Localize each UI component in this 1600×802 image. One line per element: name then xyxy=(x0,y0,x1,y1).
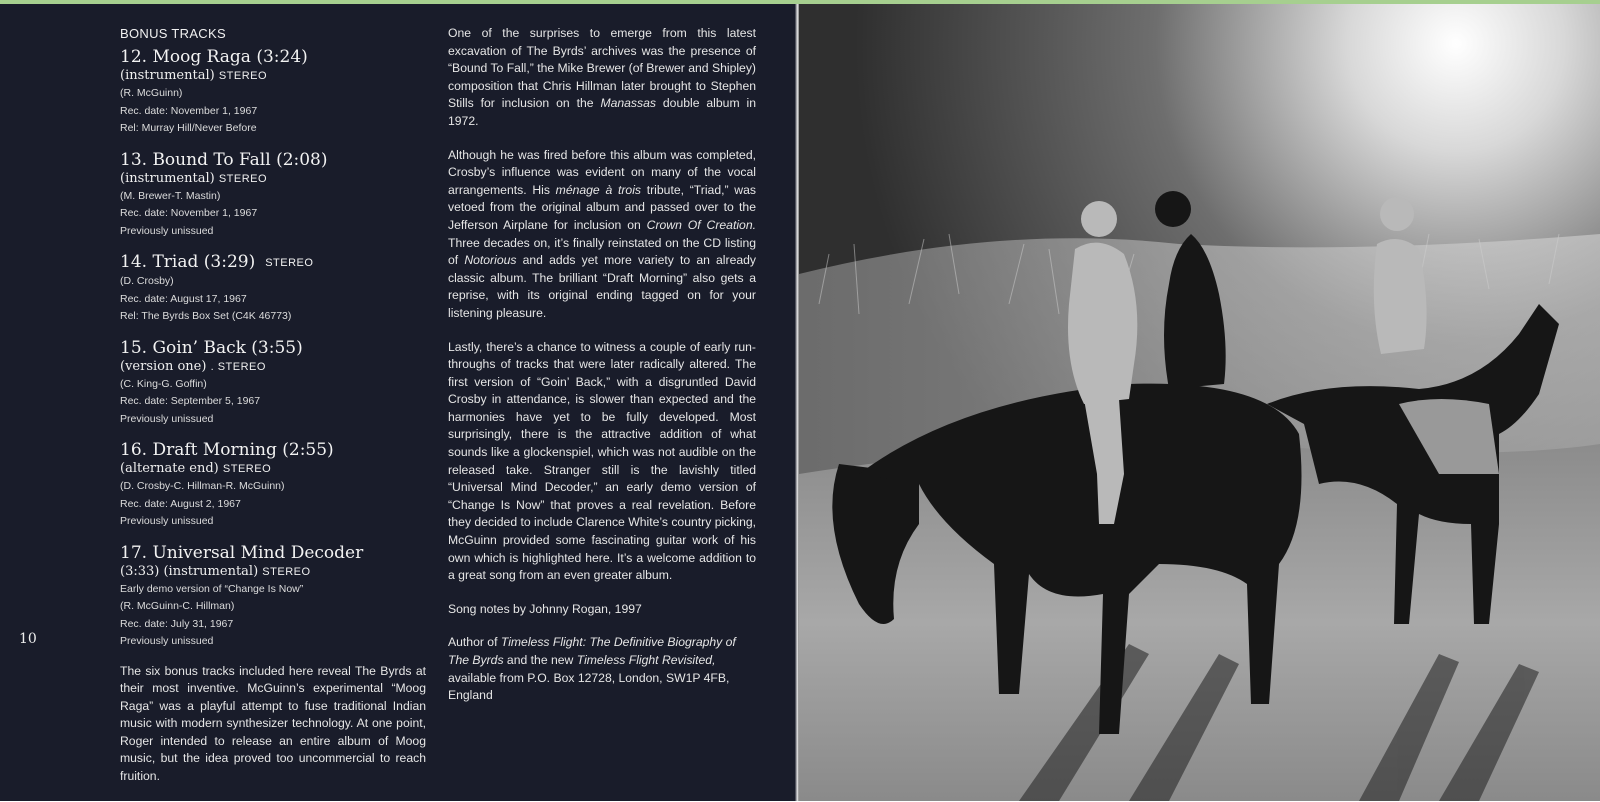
notes-credit: Song notes by Johnny Rogan, 1997 xyxy=(448,601,642,616)
track-rec-date: Rec. date: August 2, 1967 xyxy=(120,497,241,510)
song-notes-column xyxy=(448,25,756,705)
track-release: Previously unissued xyxy=(120,412,214,425)
photo-three-riders-on-horseback xyxy=(799,4,1600,801)
track-entry xyxy=(120,338,426,429)
track-title: 15. Goin’ Back (3:55) xyxy=(120,337,303,358)
track-release: Previously unissued xyxy=(120,515,214,527)
track-rec-date: Rec. date: September 5, 1967 xyxy=(120,395,261,407)
format-label: STEREO xyxy=(222,463,272,475)
section-heading: BONUS TRACKS xyxy=(120,26,226,41)
format-label: STEREO xyxy=(262,565,311,578)
track-subtitle: (version one) . STEREO xyxy=(120,358,266,374)
track-rec-date: Rec. date: July 31, 1967 xyxy=(120,617,234,630)
track-rec-date: Rec. date: August 17, 1967 xyxy=(120,292,247,305)
format-label: STEREO xyxy=(265,257,314,269)
notes-paragraph-3: Lastly, there’s a chance to witness a couple of early run-throughs of tracks that were later radically altered. The first version of “Goin’ Back,” with a disgruntled David Crosby in attendance, is slower than expected and the harmonies have yet to be fully developed. Most surprisingly, there is the attractive addition of what sounds like a glockenspiel, which was not audible on the released take. Stranger still is the lavishly titled “Universal Mind Decoder,” an early demo version of “Change Is Now” that proves a real revelation. Before they decided to include Clarence White’s country picking, McGuinn provided some fascinating guitar work of his own which is highlighted here. It’s a welcome addition to a great song from an even greater album. xyxy=(448,339,757,583)
notes-paragraph-2: Although he was fired before this album was completed, Crosby’s influence was evident on many of the vocal arrangements. His ménage à trois tribute, “Triad,” was vetoed from the original album and passed over to the Jefferson Airplane for inclusion on Crown Of Creation. Three decades on, it’s finally reinstated on the CD listing of Notorious and adds yet more variety to an already classic album. The brilliant “Draft Morning” also gets a reprise, with its original ending tagged on for your listening pleasure. xyxy=(448,147,756,320)
track-release: Rel: Murray Hill/Never Before xyxy=(120,122,257,134)
track-credit: (M. Brewer-T. Mastin) xyxy=(120,189,221,202)
track-entry xyxy=(120,252,426,326)
track-title: 13. Bound To Fall (2:08) xyxy=(120,149,328,170)
track-entry xyxy=(120,150,426,241)
track-credit: (C. King-G. Goffin) xyxy=(120,377,207,390)
track-credit: (R. McGuinn-C. Hillman) xyxy=(120,600,235,612)
track-release: Rel: The Byrds Box Set (C4K 46773) xyxy=(120,310,292,322)
author-note: Author of Timeless Flight: The Definitive Biography of The Byrds and the new Timeless Flight Revisited, available from P.O. Box 12728, London, SW1P 4FB, England xyxy=(448,635,736,703)
track-credit: (R. McGuinn) xyxy=(120,87,183,99)
track-entry xyxy=(120,47,426,138)
track-subtitle: (3:33) (instrumental) STEREO xyxy=(120,563,311,579)
track-title: 17. Universal Mind Decoder xyxy=(120,542,364,563)
track-title: 12. Moog Raga (3:24) xyxy=(120,47,308,67)
track-subtitle: (alternate end) STEREO xyxy=(120,461,272,476)
format-label: STEREO xyxy=(218,172,268,185)
track-release: Previously unissued xyxy=(120,635,214,647)
page-number: 10 xyxy=(19,631,37,647)
left-page xyxy=(0,4,795,801)
track-title: 16. Draft Morning (2:55) xyxy=(120,440,334,460)
track-rec-date: Rec. date: November 1, 1967 xyxy=(120,207,258,219)
bonus-tracks-column xyxy=(120,26,426,802)
track-release: Previously unissued xyxy=(120,224,214,237)
track-note: Early demo version of “Change Is Now” xyxy=(120,582,304,595)
photo-illustration xyxy=(799,4,1600,801)
track-title: 14. Triad (3:29) xyxy=(120,252,256,272)
track-credit: (D. Crosby) xyxy=(120,275,174,287)
track-subtitle: (instrumental) STEREO xyxy=(120,170,268,186)
bonus-tracks-paragraph: The six bonus tracks included here reveal The Byrds at their most inventive. McGuinn’s experimental “Moog Raga” was a playful attempt to fuse traditional Indian music with modern synthesizer technology. At one point, Roger intended to release an entire album of Moog music, but the idea proved too uncommercial to reach fruition. xyxy=(120,663,426,784)
track-rec-date: Rec. date: November 1, 1967 xyxy=(120,104,258,117)
track-entry xyxy=(120,543,426,651)
notes-paragraph-1: One of the surprises to emerge from this latest excavation of The Byrds’ archives was the presence of “Bound To Fall,” the Mike Brewer (of Brewer and Shipley) composition that Chris Hillman later brought to Stephen Stills for inclusion on the Manassas double album in 1972. xyxy=(448,26,756,128)
format-label: . STEREO xyxy=(210,360,266,373)
track-credit: (D. Crosby-C. Hillman-R. McGuinn) xyxy=(120,480,285,492)
track-entry xyxy=(120,440,426,531)
format-label: STEREO xyxy=(218,70,268,82)
track-subtitle: (instrumental) STEREO xyxy=(120,68,268,83)
track-title-row xyxy=(120,252,426,273)
